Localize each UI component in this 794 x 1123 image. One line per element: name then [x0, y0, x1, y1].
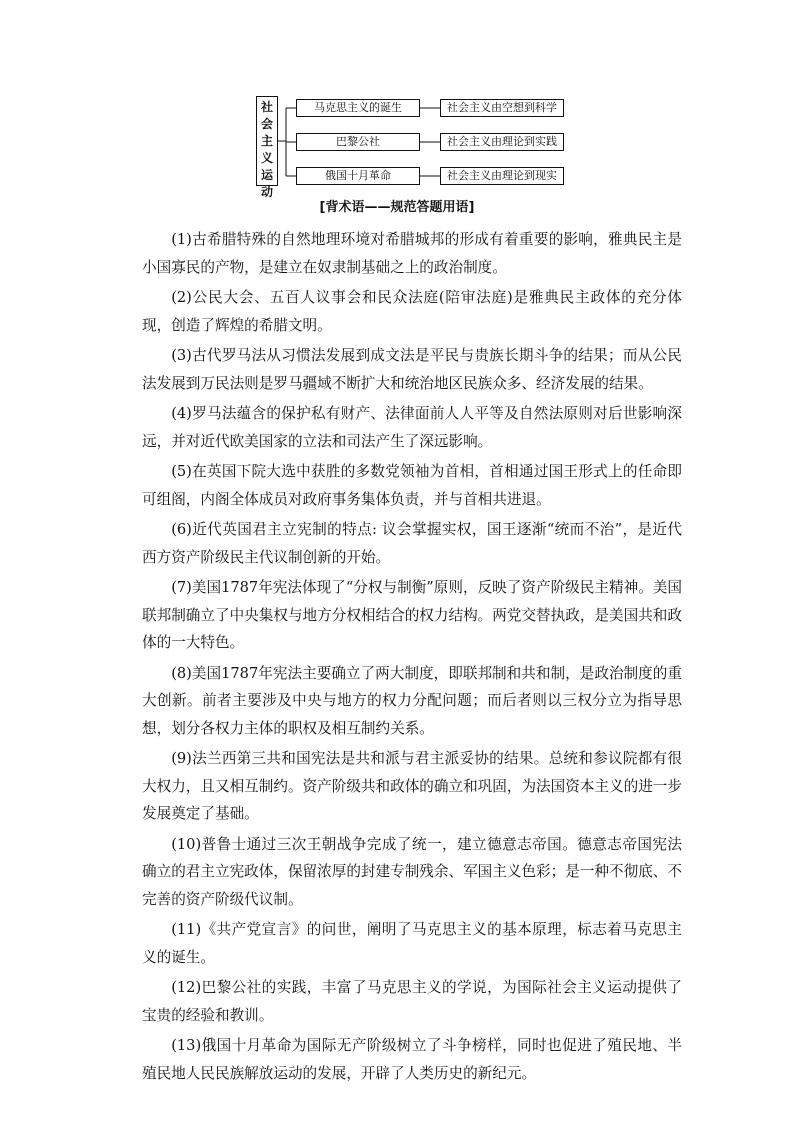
paragraph-3: (3)古代罗马法从习惯法发展到成文法是平民与贵族长期斗争的结果；而从公民法发展到万民法则是罗马疆域不断扩大和统治地区民族众多、经济发展的结果。	[142, 347, 682, 392]
paragraph-2: (2)公民大会、五百人议事会和民众法庭(陪审法庭)是雅典民主政体的充分体现，创造了辉煌的希腊文明。	[142, 289, 682, 334]
root-char: 动	[260, 185, 273, 199]
diagram-node-theory-to-reality: 社会主义由理论到现实	[440, 167, 564, 185]
diagram-node-theory-to-practice: 社会主义由理论到实践	[440, 133, 564, 151]
paragraph-10: (10)普鲁士通过三次王朝战争完成了统一，建立德意志帝国。德意志帝国宪法确立的君主立宪政体，保留浓厚的封建专制残余、军国主义色彩；是一种不彻底、不完善的资产阶级代议制。	[142, 835, 682, 908]
paragraph-7: (7)美国1787年宪法体现了“分权与制衡”原则，反映了资产阶级民主精神。美国联邦制确立了中央集权与地方分权相结合的权力结构。两党交替执政，是美国共和政体的一大特色。	[142, 579, 682, 651]
paragraph-13: (13)俄国十月革命为国际无产阶级树立了斗争榜样，同时也促进了殖民地、半殖民地人民民族解放运动的发展，开辟了人类历史的新纪元。	[142, 1037, 682, 1082]
root-char: 会	[260, 117, 273, 131]
diagram-node-paris-commune: 巴黎公社	[296, 133, 420, 151]
paragraph-11: (11)《共产党宣言》的问世，阐明了马克思主义的基本原理，标志着马克思主义的诞生。	[142, 921, 682, 966]
paragraph-4: (4)罗马法蕴含的保护私有财产、法律面前人人平等及自然法原则对后世影响深远，并对近代欧美国家的立法和司法产生了深远影响。	[142, 405, 682, 450]
paragraph-12: (12)巴黎公社的实践，丰富了马克思主义的学说，为国际社会主义运动提供了宝贵的经验和教训。	[142, 979, 682, 1024]
diagram-node-october-revolution: 俄国十月革命	[296, 167, 420, 185]
diagram-root-label	[256, 96, 278, 199]
paragraph-1: (1)古希腊特殊的自然地理环境对希腊城邦的形成有着重要的影响，雅典民主是小国寡民的产物，是建立在奴隶制基础之上的政治制度。	[142, 231, 682, 276]
root-char: 运	[260, 168, 273, 182]
paragraph-8: (8)美国1787年宪法主要确立了两大制度，即联邦制和共和制，是政治制度的重大创新。前者主要涉及中央与地方的权力分配问题；而后者则以三权分立为指导思想，划分各权力主体的职权及相互制约关系。	[142, 664, 682, 737]
paragraph-5: (5)在英国下院大选中获胜的多数党领袖为首相，首相通过国王形式上的任命即可组阁，内阁全体成员对政府事务集体负责，并与首相共进退。	[142, 463, 682, 508]
paragraph-9: (9)法兰西第三共和国宪法是共和派与君主派妥协的结果。总统和参议院都有很大权力，且又相互制约。资产阶级共和政体的确立和巩固，为法国资本主义的进一步发展奠定了基础。	[142, 750, 682, 822]
terminology-list	[142, 226, 682, 1090]
diagram-node-utopia-to-science: 社会主义由空想到科学	[440, 99, 564, 117]
paragraph-6: (6)近代英国君主立宪制的特点: 议会掌握实权，国王逐渐“统而不治”，是近代西方资产阶级民主代议制创新的开始。	[142, 521, 682, 566]
root-char: 义	[260, 151, 273, 165]
diagram-node-marxism-birth: 马克思主义的诞生	[296, 99, 420, 117]
root-char: 主	[260, 134, 273, 148]
section-title: [背术语——规范答题用语]	[319, 200, 475, 215]
concept-diagram	[0, 0, 794, 200]
root-char: 社	[260, 100, 273, 114]
